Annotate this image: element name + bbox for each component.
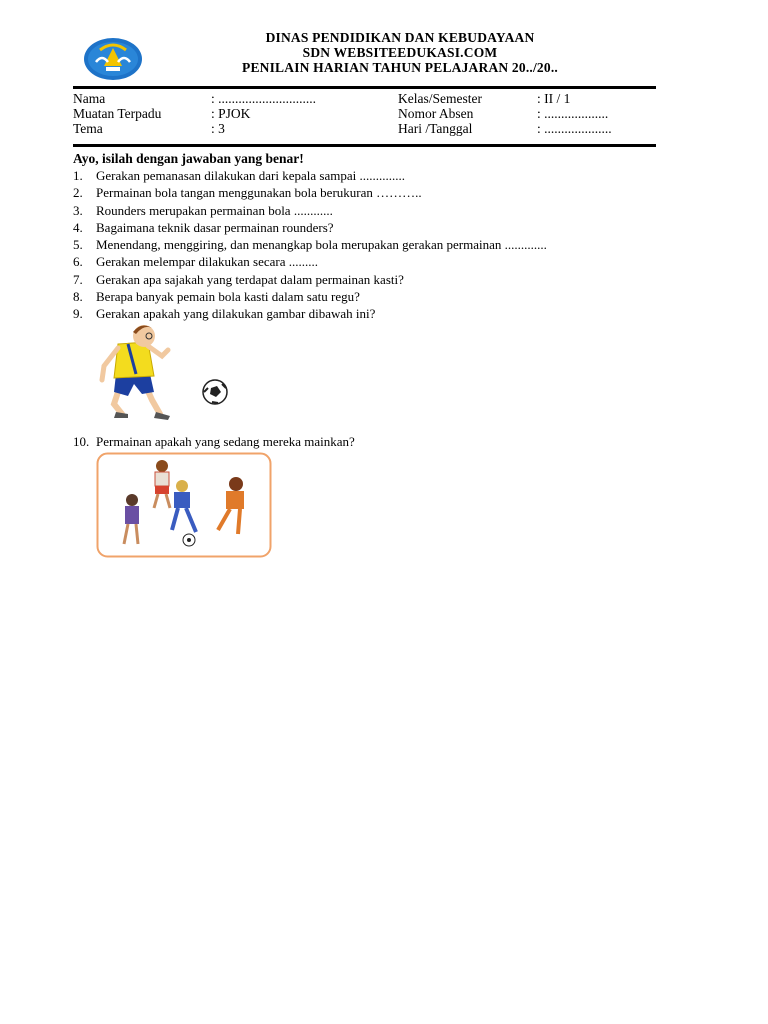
question-item	[73, 219, 673, 236]
question-number: 6.	[73, 254, 83, 270]
question-text: Gerakan melempar dilakukan secara .........	[96, 254, 318, 270]
question-number: 4.	[73, 219, 83, 235]
nama-label: Nama	[73, 91, 106, 106]
tema-label: Tema	[73, 121, 103, 136]
muatan-value: : PJOK	[211, 106, 251, 121]
boy-kicking-ball-illustration	[92, 322, 242, 430]
hari-field[interactable]: : ....................	[537, 121, 612, 136]
header-title: PENILAIN HARIAN TAHUN PELAJARAN 20../20..	[242, 60, 558, 75]
question-text: Permainan bola tangan menggunakan bola berukuran ………..	[96, 185, 422, 201]
question-number: 7.	[73, 271, 83, 287]
question-item	[73, 184, 673, 201]
question-text: Gerakan pemanasan dilakukan dari kepala sampai ..............	[96, 168, 405, 183]
question-number: 5.	[73, 237, 83, 253]
kelas-value: : II / 1	[537, 91, 571, 106]
absen-field[interactable]: : ...................	[537, 106, 609, 121]
tut-wuri-handayani-logo	[82, 36, 144, 82]
question-item	[73, 288, 673, 305]
info-rule	[73, 144, 656, 147]
question-item	[73, 271, 673, 288]
question-number: 9.	[73, 306, 83, 322]
question-item	[73, 433, 355, 450]
question-item	[73, 167, 673, 184]
question-list	[73, 167, 673, 323]
kelas-label: Kelas/Semester	[398, 91, 482, 106]
question-item	[73, 236, 673, 253]
header-agency: DINAS PENDIDIKAN DAN KEBUDAYAAN	[265, 30, 535, 45]
question-item	[73, 253, 673, 270]
muatan-label: Muatan Terpadu	[73, 106, 162, 121]
question-number: 8.	[73, 289, 83, 305]
question-text: Berapa banyak pemain bola kasti dalam satu regu?	[96, 289, 360, 305]
hari-label: Hari /Tanggal	[398, 121, 473, 136]
nama-field[interactable]: : .............................	[211, 91, 317, 106]
question-number: 3.	[73, 202, 83, 218]
question-text: Permainan apakah yang sedang mereka mainkan?	[96, 434, 355, 449]
question-text: Bagaimana teknik dasar permainan rounders?	[96, 219, 334, 235]
tema-value: : 3	[211, 121, 225, 136]
absen-label: Nomor Absen	[398, 106, 474, 121]
question-item	[73, 202, 673, 219]
header-school: SDN WEBSITEEDUKASI.COM	[302, 45, 498, 60]
header-rule	[73, 86, 656, 89]
children-playing-football-illustration	[96, 452, 272, 558]
question-number: 10.	[73, 434, 90, 449]
question-text: Gerakan apa sajakah yang terdapat dalam permainan kasti?	[96, 271, 404, 287]
student-info-block	[73, 91, 656, 136]
question-text: Rounders merupakan permainan bola ............	[96, 202, 333, 218]
document-header	[150, 30, 650, 75]
question-text: Menendang, menggiring, dan menangkap bola merupakan gerakan permainan .............	[96, 237, 547, 253]
question-text: Gerakan apakah yang dilakukan gambar dibawah ini?	[96, 306, 376, 322]
instruction: Ayo, isilah dengan jawaban yang benar!	[73, 151, 304, 166]
question-item	[73, 305, 673, 322]
question-number: 2.	[73, 185, 83, 201]
question-number: 1.	[73, 168, 83, 183]
